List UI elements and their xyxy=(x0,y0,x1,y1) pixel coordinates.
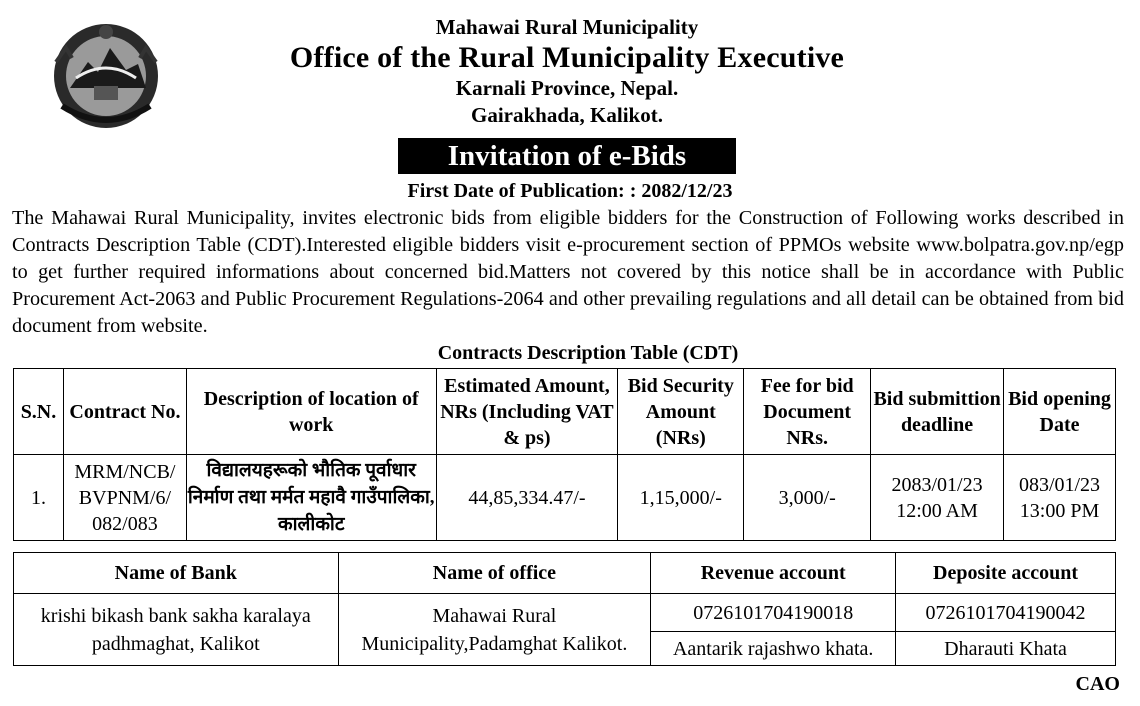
bank-account-table xyxy=(13,552,1116,666)
intro-paragraph: The Mahawai Rural Municipality, invites electronic bids from eligible bidders for the Construction of Following works described in Contracts Description Table (CDT).Interested eligible bidders visit e-procurement section of PPMOs website www.bolpatra.gov.np/egp to get further required informations about concerned bid.Matters not covered by this notice shall be in accordance with Public Procurement Act-2063 and Public Procurement Regulations-2064 and other prevailing regulations and all detail can be obtained from bid document from website. xyxy=(12,207,1124,337)
cell-deposit-label: Dharauti Khata xyxy=(896,632,1116,666)
cell-bank-name: krishi bikash bank sakha karalaya padhmaghat, Kalikot xyxy=(14,594,339,666)
cell-fee: 3,000/- xyxy=(744,455,871,541)
cell-description: विद्यालयहरूको भौतिक पूर्वाधार निर्माण तथा मर्मत महावै गाउँपालिका, कालीकोट xyxy=(186,455,436,541)
deadline-date: 2083/01/23 xyxy=(891,473,983,496)
cdt-title: Contracts Description Table (CDT) xyxy=(437,342,739,364)
office-name: Office of the Rural Municipality Executive xyxy=(289,41,845,74)
table-header-row xyxy=(14,369,1116,455)
header-opening-date: Bid opening Date xyxy=(1004,369,1116,455)
cell-sn: 1. xyxy=(14,455,64,541)
opening-time: 13:00 PM xyxy=(1019,499,1100,522)
bank-row xyxy=(14,594,1116,632)
contracts-description-table xyxy=(13,368,1116,541)
address: Gairakhada, Kalikot. xyxy=(471,103,663,127)
table-row xyxy=(14,455,1116,541)
notice-title: Invitation of e-Bids xyxy=(398,138,736,174)
signature-cao: CAO xyxy=(1075,673,1120,695)
opening-date: 083/01/23 xyxy=(1018,473,1101,496)
cell-bid-security: 1,15,000/- xyxy=(618,455,744,541)
bank-header-row xyxy=(14,553,1116,594)
government-emblem-icon xyxy=(42,18,170,134)
header-deadline: Bid submittion deadline xyxy=(871,369,1004,455)
cell-opening-date xyxy=(1004,455,1116,541)
cell-deadline xyxy=(871,455,1004,541)
header-revenue-account: Revenue account xyxy=(651,553,896,594)
header-description: Description of location of work xyxy=(186,369,436,455)
cell-estimated-amount: 44,85,334.47/- xyxy=(436,455,618,541)
publication-date: First Date of Publication: : 2082/12/23 xyxy=(407,180,733,202)
header-contract-no: Contract No. xyxy=(63,369,186,455)
cell-revenue-label: Aantarik rajashwo khata. xyxy=(651,632,896,666)
municipality-name: Mahawai Rural Municipality xyxy=(435,15,699,39)
letterhead xyxy=(200,14,934,129)
header-office-name: Name of office xyxy=(338,553,651,594)
header-bank-name: Name of Bank xyxy=(14,553,339,594)
cell-revenue-account: 0726101704190018 xyxy=(651,594,896,632)
header-deposit-account: Deposite account xyxy=(896,553,1116,594)
header-sn: S.N. xyxy=(14,369,64,455)
province: Karnali Province, Nepal. xyxy=(455,76,679,100)
deadline-time: 12:00 AM xyxy=(896,499,978,522)
header-fee: Fee for bid Document NRs. xyxy=(744,369,871,455)
cell-deposit-account: 0726101704190042 xyxy=(896,594,1116,632)
header-bid-security: Bid Security Amount (NRs) xyxy=(618,369,744,455)
header-estimated-amount: Estimated Amount, NRs (Including VAT & ps) xyxy=(436,369,618,455)
cell-contract-no: MRM/NCB/ BVPNM/6/ 082/083 xyxy=(63,455,186,541)
cell-office-name: Mahawai Rural Municipality,Padamghat Kalikot. xyxy=(338,594,651,666)
